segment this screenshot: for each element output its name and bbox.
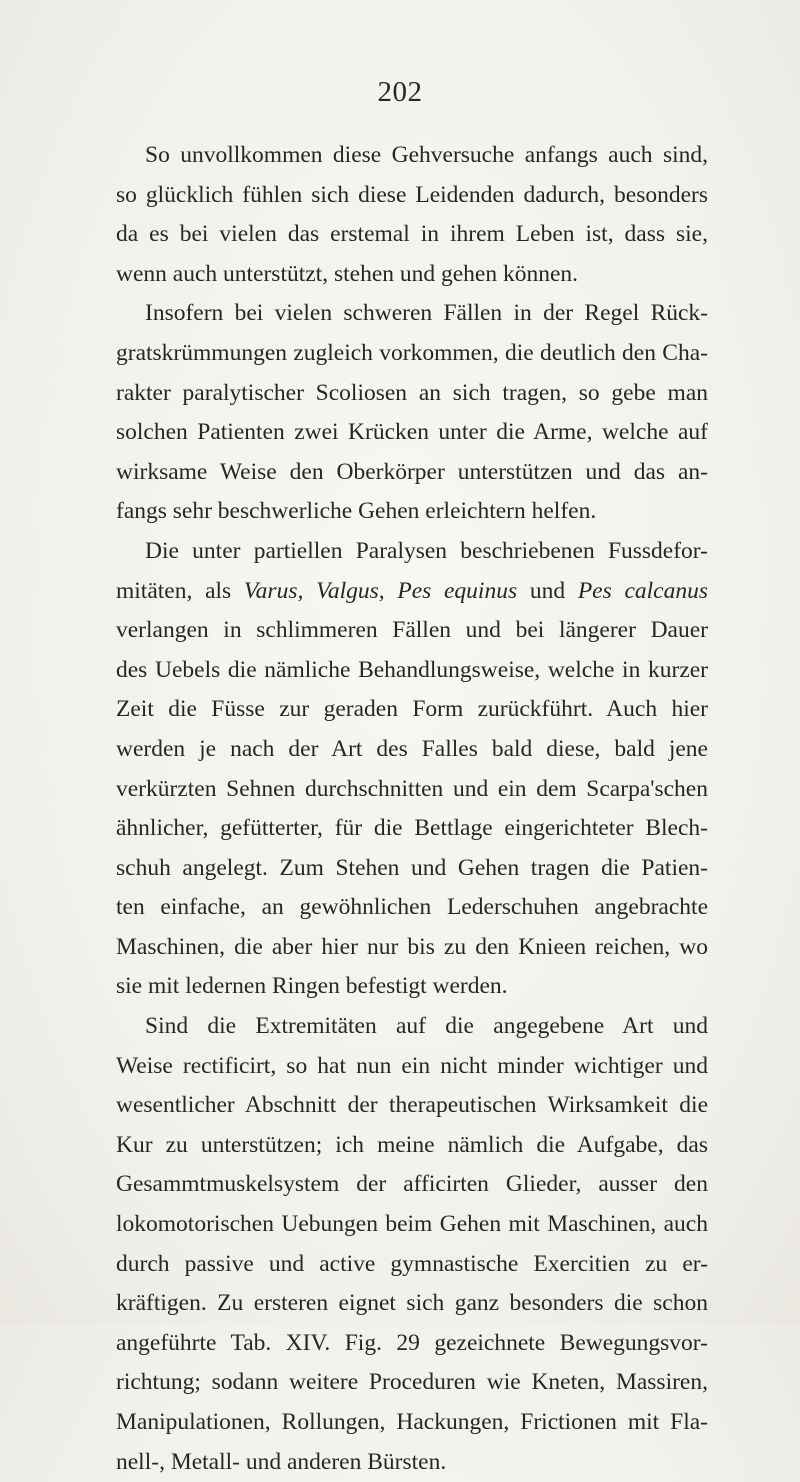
- text-line: Die unter partiellen Paralysen beschriebenen Fussdefor-: [145, 537, 708, 564]
- text-line: Zeit die Füsse zur geraden Form zurückführt. Auch hier: [116, 696, 708, 723]
- page-number: 202: [377, 76, 423, 108]
- text-line: Manipulationen, Rollungen, Hackungen, Frictionen mit Fla-: [116, 1409, 708, 1435]
- text-line: wenn auch unterstützt, stehen und gehen können.: [116, 260, 579, 287]
- text-line: rakter paralytischer Scoliosen an sich tragen, so gebe man: [116, 379, 708, 406]
- text-line: Gesammtmuskelsystem der afficirten Glieder, ausser den: [116, 1171, 708, 1198]
- text-line: werden je nach der Art des Falles bald diese, bald jene: [116, 735, 708, 762]
- text-line: So unvollkommen diese Gehversuche anfangs auch sind,: [145, 142, 708, 168]
- text-fragment: mitäten, als: [116, 577, 244, 604]
- text-line: da es bei vielen das erstemal in ihrem Leben ist, dass sie,: [116, 221, 708, 248]
- text-line: kräftigen. Zu ersteren eignet sich ganz besonders die schon: [116, 1290, 708, 1317]
- text-line: so glücklich fühlen sich diese Leidenden dadurch, besonders: [116, 181, 708, 208]
- text-line: verlangen in schlimmeren Fällen und bei längerer Dauer: [116, 617, 708, 644]
- text-line: Maschinen, die aber hier nur bis zu den Knieen reichen, wo: [116, 933, 708, 960]
- text-line: wirksame Weise den Oberkörper unterstützen und das an-: [116, 458, 708, 485]
- text-fragment: und: [517, 577, 578, 604]
- body-text: [116, 136, 708, 1482]
- text-line: des Uebels die nämliche Behandlungsweise, welche in kurzer: [116, 656, 708, 683]
- text-line: ten einfache, an gewöhnlichen Lederschuhen angebrachte: [116, 894, 708, 921]
- text-line: wesentlicher Abschnitt der therapeutischen Wirksamkeit die: [116, 1092, 708, 1119]
- text-line: Sind die Extremitäten auf die angegebene Art und: [145, 1013, 708, 1040]
- text-line: durch passive und active gymnastische Exercitien zu er-: [116, 1250, 708, 1277]
- text-line: lokomotorischen Uebungen beim Gehen mit Maschinen, auch: [116, 1211, 708, 1238]
- text-line: fangs sehr beschwerliche Gehen erleichtern helfen.: [116, 498, 597, 525]
- text-line: gratskrümmungen zugleich vorkommen, die deutlich den Cha-: [116, 339, 708, 366]
- italic-term: Varus, Valgus, Pes equinus: [243, 577, 518, 604]
- italic-term: Pes calcanus: [577, 577, 709, 604]
- text-line: Insofern bei vielen schweren Fällen in der Regel Rück-: [145, 300, 708, 327]
- text-line: angeführte Tab. XIV. Fig. 29 gezeichnete Bewegungsvor-: [116, 1329, 708, 1356]
- text-line-with-italics: [116, 572, 708, 612]
- text-line: ähnlicher, gefütterter, für die Bettlage eingerichteter Blech-: [116, 815, 708, 842]
- text-line: nell-, Metall- und anderen Bürsten.: [116, 1448, 447, 1475]
- text-line: sie mit ledernen Ringen befestigt werden.: [116, 973, 508, 1000]
- text-line: solchen Patienten zwei Krücken unter die Arme, welche auf: [116, 419, 708, 446]
- text-line: verkürzten Sehnen durchschnitten und ein dem Scarpa'schen: [116, 775, 708, 802]
- text-line: Kur zu unterstützen; ich meine nämlich die Aufgabe, das: [116, 1131, 708, 1158]
- text-line: Weise rectificirt, so hat nun ein nicht minder wichtiger und: [116, 1052, 708, 1079]
- text-line: richtung; sodann weitere Proceduren wie Kneten, Massiren,: [116, 1369, 708, 1396]
- text-line: schuh angelegt. Zum Stehen und Gehen tragen die Patien-: [116, 854, 708, 881]
